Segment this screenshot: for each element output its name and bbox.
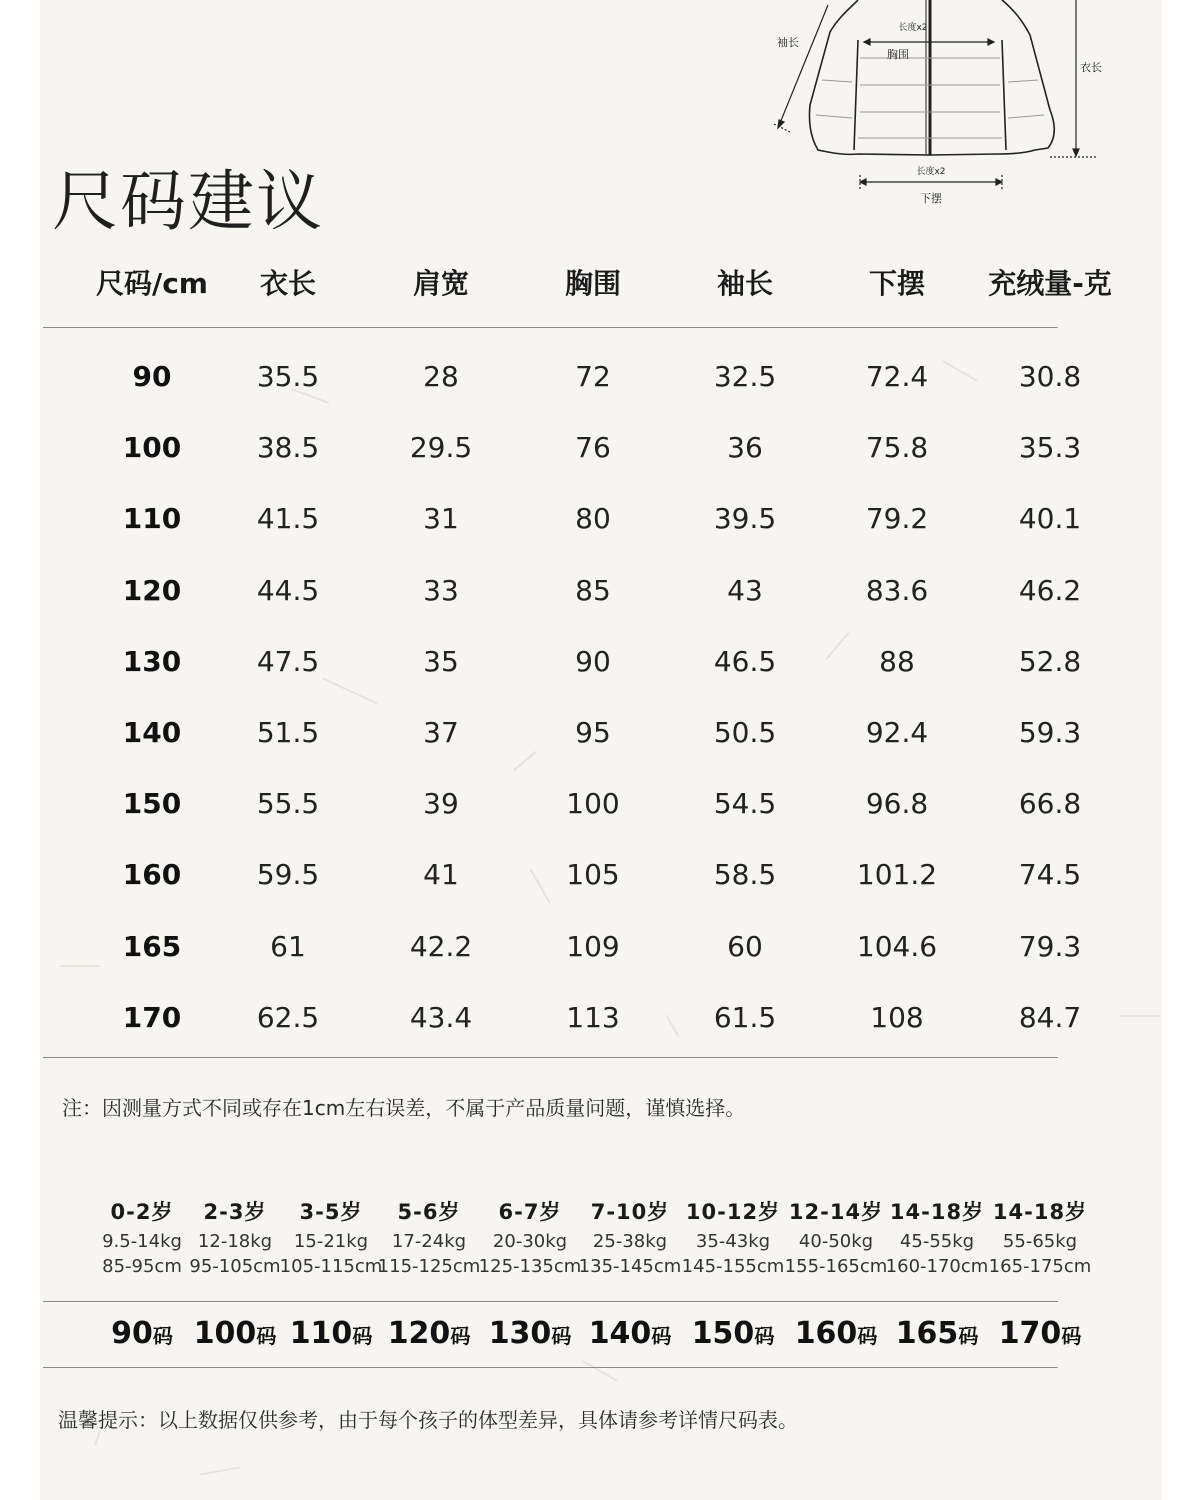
measurement-cell: 62.5 [256,1000,320,1034]
age-label: 5-6岁 [397,1200,461,1224]
measurement-cell: 83.6 [865,573,929,607]
measurement-cell: 28 [423,360,459,393]
recommended-size [180,1316,290,1351]
measurement-cell: 36 [727,431,763,465]
height-range: 165-175cm [988,1256,1092,1277]
recommended-size-unit: 码 [152,1324,173,1348]
measurement-cell: 44.5 [256,573,320,607]
recommended-size-number: 120 [387,1316,451,1351]
measurement-cell: 39.5 [713,502,777,536]
size-cell: 100 [122,431,182,465]
measurement-cell: 35.5 [256,360,320,393]
recommended-size [678,1316,788,1351]
recommended-size-unit: 码 [1061,1324,1082,1348]
measurement-cell: 61.5 [713,1000,777,1034]
age-label: 2-3岁 [203,1200,267,1224]
measurement-cell: 32.5 [713,360,777,393]
weight-range: 25-38kg [592,1231,668,1252]
recommended-size-number: 150 [691,1316,755,1351]
size-cell: 150 [122,787,182,821]
measurement-cell: 52.8 [1018,644,1082,678]
measurement-cell: 113 [566,1000,620,1034]
measurement-cell: 92.4 [865,716,929,749]
friendly-tip: 温馨提示：以上数据仅供参考，由于每个孩子的体型差异，具体请参考详情尺码表。 [58,1408,798,1432]
jacket-measurement-diagram [730,0,1110,215]
recommend-top-divider [43,1301,1058,1302]
measurement-cell: 72.4 [865,360,929,393]
measurement-cell: 76 [575,431,611,465]
measurement-cell: 42.2 [409,929,473,963]
measurement-cell: 79.3 [1018,929,1082,963]
height-range: 95-105cm [189,1256,281,1277]
size-cell: 140 [122,716,182,749]
recommended-size-number: 110 [289,1316,353,1351]
height-range: 115-125cm [377,1256,481,1277]
measurement-cell: 90 [575,644,611,678]
recommended-size-number: 165 [895,1316,959,1351]
recommended-size [985,1316,1095,1351]
table-bottom-divider [43,1057,1058,1058]
measurement-cell: 43.4 [409,1000,473,1034]
measurement-cell: 60 [727,929,763,963]
recommended-size-unit: 码 [352,1324,373,1348]
measurement-cell: 80 [575,502,611,536]
length-label: 衣长 [1080,61,1102,74]
age-label: 14-18岁 [992,1200,1088,1224]
measurement-cell: 75.8 [865,431,929,465]
column-header: 充绒量-克 [988,267,1112,300]
recommended-size-number: 130 [488,1316,552,1351]
height-range: 125-135cm [478,1256,582,1277]
measurement-cell: 55.5 [256,787,320,821]
recommended-size [781,1316,891,1351]
measurement-cell: 100 [566,787,620,821]
measurement-cell: 59.3 [1018,716,1082,749]
measurement-cell: 84.7 [1018,1000,1082,1034]
measurement-cell: 33 [423,573,459,607]
measurement-cell: 41 [423,858,459,892]
measurement-cell: 85 [575,573,611,607]
measurement-cell: 96.8 [865,787,929,821]
measurement-cell: 30.8 [1018,360,1082,393]
weight-range: 17-24kg [391,1231,467,1252]
recommended-size [475,1316,585,1351]
recommended-size-unit: 码 [857,1324,878,1348]
age-label: 3-5岁 [299,1200,363,1224]
measurement-cell: 41.5 [256,502,320,536]
recommended-size-unit: 码 [651,1324,672,1348]
age-label: 12-14岁 [788,1200,884,1224]
recommended-size [276,1316,386,1351]
size-cell: 120 [122,573,182,607]
recommended-size-number: 100 [193,1316,257,1351]
age-label: 6-7岁 [498,1200,562,1224]
measurement-cell: 61 [270,929,306,963]
recommended-size [882,1316,992,1351]
column-header: 袖长 [716,267,773,300]
column-header: 肩宽 [412,267,469,300]
recommended-size-unit: 码 [256,1324,277,1348]
size-cell: 110 [122,502,182,536]
measurement-cell: 29.5 [409,431,473,465]
measurement-cell: 72 [575,360,611,393]
weight-range: 12-18kg [197,1231,273,1252]
measurement-cell: 31 [423,502,459,536]
recommended-size-unit: 码 [551,1324,572,1348]
measurement-cell: 46.2 [1018,573,1082,607]
recommended-size-unit: 码 [754,1324,775,1348]
measurement-note: 注：因测量方式不同或存在1cm左右误差，不属于产品质量问题，谨慎选择。 [62,1096,746,1120]
measurement-cell: 74.5 [1018,858,1082,892]
column-header: 尺码/cm [95,267,208,300]
measurement-cell: 105 [566,858,620,892]
weight-range: 15-21kg [293,1231,369,1252]
age-label: 14-18岁 [889,1200,985,1224]
measurement-cell: 37 [423,716,459,749]
height-range: 135-145cm [578,1256,682,1277]
page-title: 尺码建议 [52,163,324,240]
measurement-cell: 46.5 [713,644,777,678]
recommended-size-unit: 码 [958,1324,979,1348]
weight-range: 20-30kg [492,1231,568,1252]
column-header: 胸围 [564,267,621,300]
size-cell: 130 [122,644,182,678]
recommended-size-unit: 码 [450,1324,471,1348]
recommended-size-number: 140 [588,1316,652,1351]
measurement-cell: 59.5 [256,858,320,892]
recommended-size [374,1316,484,1351]
hem-label: 下摆 [920,192,942,205]
recommend-bottom-divider [43,1367,1058,1368]
measurement-cell: 108 [870,1000,924,1034]
measurement-cell: 58.5 [713,858,777,892]
recommended-size-number: 160 [794,1316,858,1351]
recommended-size-number: 90 [111,1316,153,1351]
size-cell: 90 [132,360,172,393]
height-range: 85-95cm [102,1256,182,1277]
measurement-cell: 66.8 [1018,787,1082,821]
height-range: 160-170cm [885,1256,989,1277]
hem-mult-label: 长度x2 [916,167,946,177]
measurement-cell: 38.5 [256,431,320,465]
measurement-cell: 54.5 [713,787,777,821]
column-header: 下摆 [868,267,925,300]
size-cell: 160 [122,858,182,892]
measurement-cell: 51.5 [256,716,320,749]
weight-range: 55-65kg [1002,1231,1078,1252]
measurement-cell: 88 [879,644,915,678]
measurement-cell: 79.2 [865,502,929,536]
measurement-cell: 40.1 [1018,502,1082,536]
measurement-cell: 95 [575,716,611,749]
column-header: 衣长 [259,267,316,300]
age-label: 10-12岁 [685,1200,781,1224]
weight-range: 9.5-14kg [102,1231,182,1252]
age-label: 7-10岁 [590,1200,670,1224]
age-label: 0-2岁 [110,1200,174,1224]
measurement-cell: 47.5 [256,644,320,678]
height-range: 145-155cm [681,1256,785,1277]
recommended-size [575,1316,685,1351]
measurement-cell: 101.2 [856,858,938,892]
weight-range: 35-43kg [695,1231,771,1252]
weight-range: 40-50kg [798,1231,874,1252]
measurement-cell: 39 [423,787,459,821]
height-range: 155-165cm [784,1256,888,1277]
measurement-cell: 50.5 [713,716,777,749]
measurement-cell: 43 [727,573,763,607]
weight-range: 45-55kg [899,1231,975,1252]
size-cell: 165 [122,929,182,963]
header-divider [43,327,1058,328]
recommended-size-number: 170 [998,1316,1062,1351]
chest-label: 胸围 [887,48,909,61]
size-cell: 170 [122,1000,182,1034]
measurement-cell: 35 [423,644,459,678]
measurement-cell: 104.6 [856,929,938,963]
measurement-cell: 109 [566,929,620,963]
sleeve-label: 袖长 [777,36,799,49]
measurement-cell: 35.3 [1018,431,1082,465]
height-range: 105-115cm [279,1256,383,1277]
chest-mult-label: 长度x2 [898,23,928,33]
